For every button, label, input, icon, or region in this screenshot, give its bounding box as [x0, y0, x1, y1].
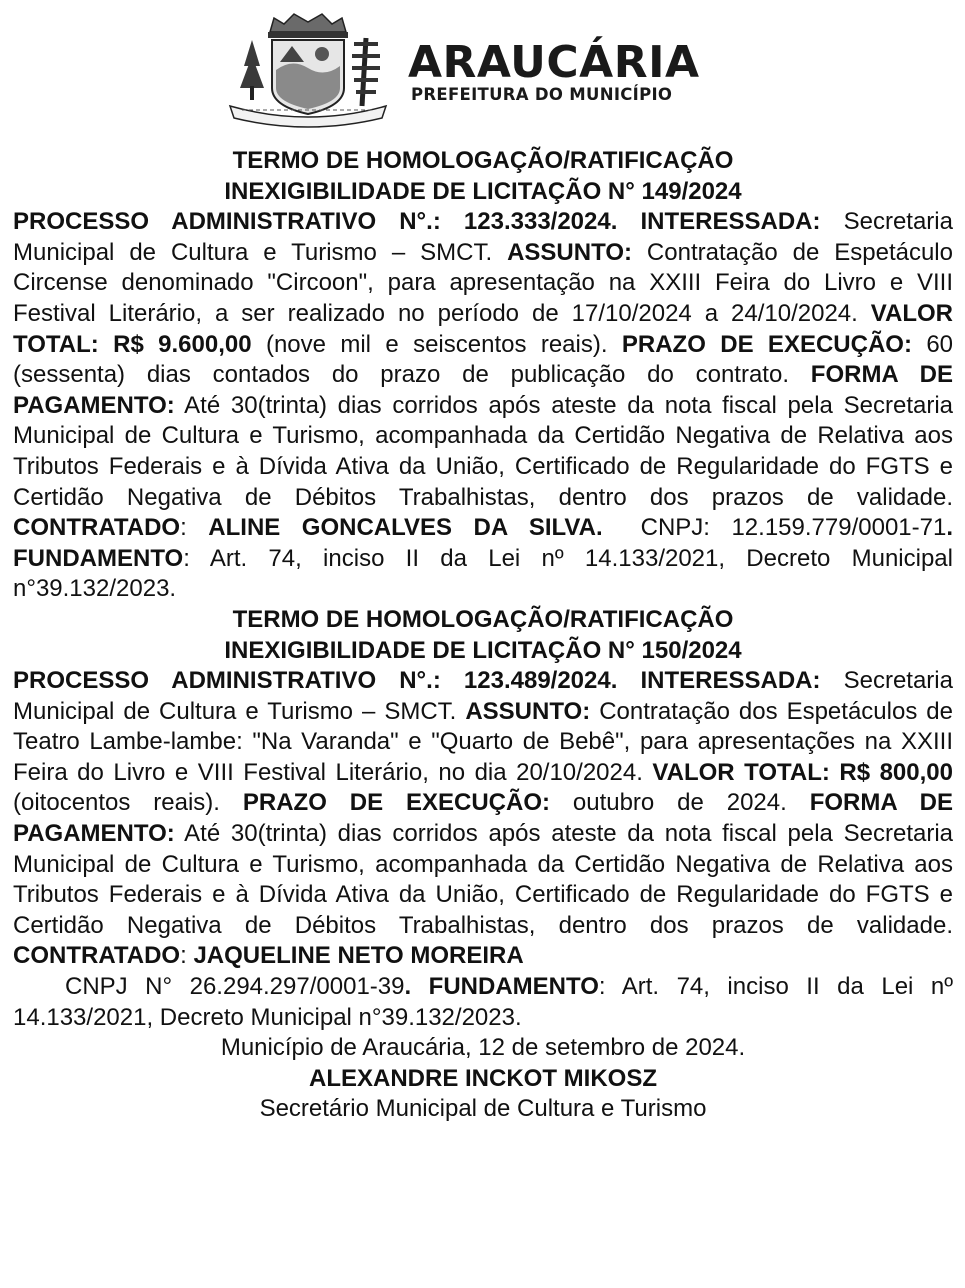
notice-1-processo-label: PROCESSO ADMINISTRATIVO N°.: 123.333/2024. INTERESSADA:	[13, 208, 821, 236]
notice-1-cnpj: CNPJ: 12.159.779/0001-71	[640, 514, 947, 542]
notice-2-valor-extenso: (oitocentos reais).	[13, 789, 220, 817]
notice-1-pagamento: Até 30(trinta) dias corridos após ateste da nota fiscal pela Secretaria Municipal de Cultura e Turismo, acompanhada da Certidão Negativa de Relativa aos Tributos Federais e à Dívida Ativa da União, Certificado de Regularidade do FGTS e Certidão Negativa de Débitos Trabalhistas, dentro dos prazos de validade.	[13, 391, 953, 511]
notice-1-prazo-label: PRAZO DE EXECUÇÃO:	[621, 330, 912, 358]
notice-2-contratado-label: CONTRATADO	[13, 942, 181, 970]
notice-1-contratado-label: CONTRATADO	[13, 514, 181, 542]
notice-2-paragraph	[13, 666, 953, 1033]
notice-body	[13, 146, 953, 1125]
place-date: Município de Araucária, 12 de setembro de 2024.	[220, 1034, 746, 1062]
masthead	[0, 0, 965, 140]
notice-1-valor-label: VALOR TOTAL: R$ 9.600,00	[13, 299, 953, 358]
notice-2-contratado: JAQUELINE NETO MOREIRA	[193, 942, 524, 970]
notice-1-pagamento-label: FORMA DE PAGAMENTO:	[13, 361, 953, 419]
notice-1-fundamento-label: . FUNDAMENTO	[13, 514, 953, 572]
notice-1-valor-extenso: (nove mil e seiscentos reais).	[251, 330, 622, 358]
notice-2-prazo: outubro de 2024.	[549, 789, 810, 817]
notice-2-fundamento-label: . FUNDAMENTO	[404, 973, 599, 1001]
notice-2-title-line-1: TERMO DE HOMOLOGAÇÃO/RATIFICAÇÃO	[232, 605, 734, 633]
notice-2-assunto-label: ASSUNTO:	[465, 697, 591, 725]
brand-block	[408, 37, 758, 104]
notice-1-fundamento: : Art. 74, inciso II da Lei nº 14.133/2021, Decreto Municipal n°39.132/2023.	[13, 544, 953, 603]
notice-1-assunto: Contratação de Espetáculo Circense denominado "Circoon", para apresentação na XXIII Feira do Livro e VIII Festival Literário, a ser realizado no período de 17/10/2024 a 24/10/2024.	[13, 238, 953, 327]
notice-2-title-line-2: INEXIGIBILIDADE DE LICITAÇÃO N° 150/2024	[224, 636, 742, 664]
notice-1-contratado-sep: :	[180, 514, 209, 542]
notice-2-valor-label: VALOR TOTAL: R$ 800,00	[652, 758, 953, 786]
notice-1-title-line-1: TERMO DE HOMOLOGAÇÃO/RATIFICAÇÃO	[232, 147, 734, 174]
notice-2-prazo-label: PRAZO DE EXECUÇÃO:	[242, 789, 550, 817]
brand-subtitle: PREFEITURA DO MUNICÍPIO	[411, 85, 673, 104]
notice-2-fundamento: : Art. 74, inciso II da Lei nº 14.133/2021, Decreto Municipal n°39.132/2023.	[13, 973, 953, 1031]
signer-name: ALEXANDRE INCKOT MIKOSZ	[309, 1064, 657, 1092]
notice-2-assunto: Contratação dos Espetáculos de Teatro Lambe-lambe: "Na Varanda" e "Quarto de Bebê", para apresentações na XXIII Feira do Livro e VIII Festival Literário, no dia 20/10/2024.	[13, 697, 953, 786]
notice-1-assunto-label: ASSUNTO:	[507, 238, 632, 266]
brand-name: ARAUCÁRIA	[408, 37, 700, 88]
signer-role: Secretário Municipal de Cultura e Turismo	[259, 1095, 707, 1123]
notice-2-interessada: Secretaria Municipal de Cultura e Turismo – SMCT.	[13, 667, 953, 725]
notice-2-pagamento: Até 30(trinta) dias corridos após ateste da nota fiscal pela Secretaria Municipal de Cultura e Turismo, acompanhada da Certidão Negativa de Relativa aos Tributos Federais e à Dívida Ativa da União, Certificado de Regularidade do FGTS e Certidão Negativa de Débitos Trabalhistas, dentro dos prazos de validade.	[13, 820, 953, 939]
notice-2-cnpj: CNPJ N° 26.294.297/0001-39	[65, 973, 405, 1001]
notice-2-processo-label: PROCESSO ADMINISTRATIVO N°.: 123.489/2024. INTERESSADA:	[13, 667, 821, 695]
notice-1-title-line-2: INEXIGIBILIDADE DE LICITAÇÃO N° 149/2024	[224, 177, 742, 205]
notice-2-pagamento-label: FORMA DE PAGAMENTO:	[13, 789, 954, 848]
notice-1-paragraph	[13, 207, 953, 605]
notice-1-interessada: Secretaria Municipal de Cultura e Turismo – SMCT.	[13, 208, 953, 266]
notice-1-prazo: 60 (sessenta) dias contados do prazo de publicação do contrato.	[13, 330, 954, 389]
araucaria-coat-of-arms-icon	[222, 10, 394, 128]
notice-2-contratado-sep: :	[180, 942, 194, 970]
notice-1-contratado: ALINE GONCALVES DA SILVA.	[208, 514, 603, 542]
